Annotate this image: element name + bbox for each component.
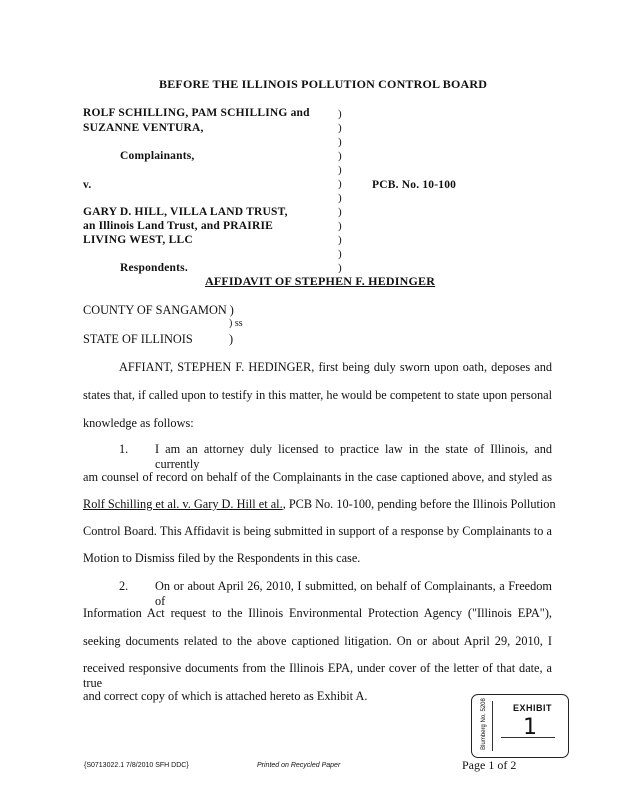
board-title: BEFORE THE ILLINOIS POLLUTION CONTROL BOARD bbox=[159, 77, 488, 91]
paragraph-1-line-2: am counsel of record on behalf of the Complainants in the case captioned above, and styled as bbox=[83, 470, 552, 484]
complainants-label: Complainants, bbox=[120, 150, 195, 162]
versus: v. bbox=[83, 179, 92, 191]
paragraph-1-number: 1. bbox=[119, 442, 129, 456]
footer-recycled-paper: Printed on Recycled Paper bbox=[257, 762, 341, 769]
case-citation: Rolf Schilling et al. v. Gary D. Hill et al. bbox=[83, 497, 283, 511]
footer-page-number: Page 1 of 2 bbox=[462, 758, 517, 772]
venue-ss: ) ss bbox=[229, 318, 243, 329]
case-number: PCB. No. 10-100 bbox=[372, 179, 457, 191]
respondents-name-line-1: GARY D. HILL, VILLA LAND TRUST, bbox=[83, 206, 288, 218]
case-citation-rest: , PCB No. 10-100, pending before the Illinois Pollution bbox=[282, 497, 556, 511]
venue-state-paren: ) bbox=[229, 332, 234, 346]
caption-paren: ) bbox=[338, 220, 342, 232]
paragraph-2-number: 2. bbox=[119, 579, 129, 593]
footer-doc-id: {S0713022.1 7/8/2010 SFH DDC} bbox=[84, 762, 189, 769]
respondents-label: Respondents. bbox=[120, 262, 188, 274]
respondents-name-line-3: LIVING WEST, LLC bbox=[83, 234, 193, 246]
paragraph-1-line-1: I am an attorney duly licensed to practice law in the state of Illinois, and currently bbox=[155, 442, 552, 471]
exhibit-label: EXHIBIT bbox=[513, 703, 553, 713]
caption-paren: ) bbox=[338, 234, 342, 246]
paragraph-2-line-4: received responsive documents from the Illinois EPA, under cover of the letter of that date, a true bbox=[83, 661, 552, 690]
caption-paren: ) bbox=[338, 150, 342, 162]
paragraph-2-line-2: Information Act request to the Illinois Environmental Protection Agency ("Illinois EPA"), bbox=[83, 606, 552, 620]
caption-paren: ) bbox=[338, 248, 342, 260]
complainants-name-line-2: SUZANNE VENTURA, bbox=[83, 122, 204, 134]
exhibit-number: 1 bbox=[523, 715, 537, 740]
paragraph-1-line-3 bbox=[83, 497, 556, 512]
caption-paren: ) bbox=[338, 164, 342, 176]
intro-line-3: knowledge as follows: bbox=[83, 416, 194, 430]
complainants-name-line-1: ROLF SCHILLING, PAM SCHILLING and bbox=[83, 107, 310, 119]
caption-paren: ) bbox=[338, 136, 342, 148]
exhibit-sticker bbox=[471, 694, 569, 758]
venue-state: STATE OF ILLINOIS bbox=[83, 332, 193, 346]
sticker-side-text: Blumberg No. 5208 bbox=[480, 698, 487, 750]
paragraph-2-line-5: and correct copy of which is attached hereto as Exhibit A. bbox=[83, 689, 368, 703]
venue-county: COUNTY OF SANGAMON ) bbox=[83, 303, 234, 317]
caption-paren: ) bbox=[338, 122, 342, 134]
caption-paren: ) bbox=[338, 206, 342, 218]
intro-line-1: AFFIANT, STEPHEN F. HEDINGER, first being duly sworn upon oath, deposes and bbox=[119, 360, 552, 374]
paragraph-1-line-5: Motion to Dismiss filed by the Respondents in this case. bbox=[83, 551, 361, 565]
paragraph-1-line-4: Control Board. This Affidavit is being submitted in support of a response by Complainants to a bbox=[83, 524, 552, 538]
paragraph-2-line-3: seeking documents related to the above captioned litigation. On or about April 29, 2010, I bbox=[83, 634, 552, 648]
sticker-inner-box bbox=[492, 701, 563, 751]
caption-paren: ) bbox=[338, 192, 342, 204]
affidavit-title: AFFIDAVIT OF STEPHEN F. HEDINGER bbox=[205, 274, 436, 288]
paragraph-2-line-1: On or about April 26, 2010, I submitted, on behalf of Complainants, a Freedom of bbox=[155, 579, 552, 608]
caption-paren: ) bbox=[338, 262, 342, 274]
intro-line-2: states that, if called upon to testify in this matter, he would be competent to state upon personal bbox=[83, 388, 552, 402]
caption-paren: ) bbox=[338, 178, 342, 190]
caption-paren: ) bbox=[338, 108, 342, 120]
respondents-name-line-2: an Illinois Land Trust, and PRAIRIE bbox=[83, 220, 274, 232]
